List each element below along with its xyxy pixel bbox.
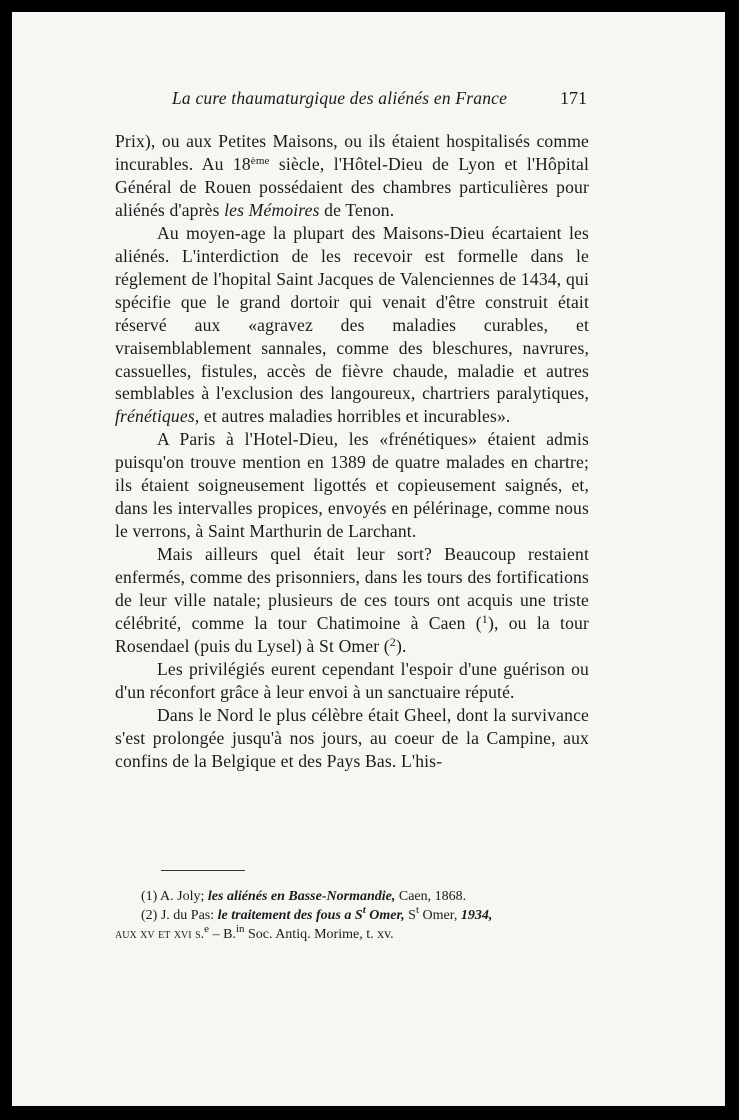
footnote-2-year: 1934, [460,908,493,923]
century-superscript: ème [250,154,270,167]
footnote-2-place-b: Omer, [419,908,461,923]
footnote-2-line2-sup2: in [235,923,245,935]
footnote-1-rest: Caen, 1868. [395,889,467,904]
paragraph-1 [115,130,589,222]
paragraph-4-text-c: ). [395,635,407,656]
page-number: 171 [560,88,587,108]
footnote-2-line2-b: – B. [209,927,236,942]
running-head [12,88,725,116]
paragraph-4-text-a: Mais ailleurs quel était leur sort? Beaucoup restaient enfermés, comme des prisonniers, dans les tours des fortifications de leur ville natale; plusieurs de ces tours ont acquis une triste célébrité, comme la tour Chatimoine à Caen ( [115,544,589,634]
footnotes [115,887,589,944]
running-title: La cure thaumaturgique des aliénés en France [172,88,508,108]
footnote-rule [161,870,245,871]
footnote-2-place-sup: t [415,904,419,916]
paragraph-1-text-a: Prix), ou aux Petites Maisons, ou ils étaient hospitalisés comme incurables. Au 18 [115,131,589,174]
footnote-2-marker: (2) [141,908,158,923]
footnote-ref-2: 2 [389,634,396,649]
paragraph-4-text-b: ), ou la tour Rosendael (puis du Lysel) à St Omer ( [115,613,589,656]
paragraph-5: Les privilégiés eurent cependant l'espoir d'une guérison ou d'un réconfort grâce à leur envoi à un sanctuaire réputé. [115,658,589,702]
footnote-2-line-2 [115,925,589,944]
paragraph-1-text-c: de Tenon. [319,199,395,220]
book-page [12,12,725,1106]
footnote-2-title-b: Omer, [365,908,405,923]
footnote-2-line2-c: Soc. Antiq. Morime, t. xv. [244,927,394,942]
footnote-1-marker: (1) [141,889,158,904]
footnote-2 [115,906,589,925]
paragraph-2-text-a: Au moyen-age la plupart des Maisons-Dieu écartaient les aliénés. L'interdiction de les recevoir est formelle dans le réglement de l'hopital Saint Jacques de Valenciennes de 1434, qui spécifie que le grand dortoir qui venait d'être construit était réservé aux «agravez des maladies curables, et vraisemblablement sannales, comme des bleschures, navrures, cassuelles, fistules, accès de fièvre chaude, maladie et autres semblables à l'exclusion des langoureux, chartriers paralytiques, [115,222,589,404]
footnote-1 [115,887,589,906]
frenetiques-word: frénétiques, [115,406,200,427]
footnote-1-author: A. Joly; [157,889,208,904]
footnote-2-title-sup: t [362,904,366,916]
paragraph-2-text-b: et autres maladies horribles et incurables». [199,406,511,427]
footnote-1-title: les aliénés en Basse-Normandie, [207,889,396,904]
paragraph-3: A Paris à l'Hotel-Dieu, les «frénétiques» étaient admis puisqu'on trouve mention en 1389 de quatre malades en chartre; ils étaient soigneusement ligottés et copieusement saignés, et, dans les intervalles propices, envoyés en pélérinage, comme nous le verrons, à Saint Marthurin de Larchant. [115,429,589,542]
paragraph-2 [115,222,589,429]
footnote-2-author: J. du Pas: [157,908,218,923]
body-text [115,130,589,773]
footnote-2-title [217,904,405,923]
footnote-2-title-a: le traitement des fous a S [217,908,363,923]
footnote-2-place-a: S [404,908,416,923]
paragraph-6: Dans le Nord le plus célèbre était Gheel, dont la survivance s'est prolongée jusqu'à nos jours, au coeur de la Campine, aux confins de la Belgique et des Pays Bas. L'his- [115,704,589,771]
paragraph-1-text-b: siècle, l'Hôtel-Dieu de Lyon et l'Hôpital Général de Rouen possédaient des chambres particulières pour aliénés d'après [115,153,589,220]
memoires-title: les Mémoires [224,199,320,220]
paragraph-4 [115,543,589,658]
footnote-2-line2-a: aux xv et xvi s. [115,927,205,942]
footnote-ref-1: 1 [481,612,488,627]
footnote-2-line2-sup1: e [204,923,210,935]
